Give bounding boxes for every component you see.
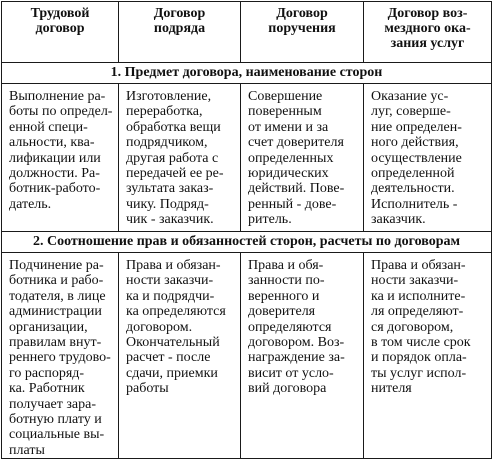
cell-text: Права и обя- занности по- веренного и доверителя определяются договором. Воз- награждение за- висит от усло- вий договора: [248, 258, 345, 397]
table-row: [2, 84, 492, 232]
cell-text: Изготовление, переработка, обработка вещи подрядчиком, другая работа с передачей ее ре- зультата заказ- чику. Подряд- чик - заказчик.: [126, 89, 224, 228]
cell-text: Выполнение ра- боты по определ- енной специ- альности, ква- лификации или должности. Ра- ботник-работо- датель.: [9, 89, 113, 212]
header-cell-services-contract: [364, 2, 492, 63]
header-label: Договор поручения: [268, 6, 336, 36]
table-cell: [119, 253, 241, 459]
header-cell-work-contract: [119, 2, 241, 63]
section-title: 2. Соотношение прав и обязанностей сторон, расчеты по договорам: [2, 232, 492, 253]
cell-text: Оказание ус- луг, соверше- ние определен- ного действия, осуществление определенной деятельности. Исполнитель - заказчик.: [371, 89, 462, 228]
table-cell: [364, 253, 492, 459]
section-title: 1. Предмет договора, наименование сторон: [2, 63, 492, 84]
cell-text: Совершение поверенным от имени и за счет доверителя определенных юридических действий. Пове- ренный - дове- ритель.: [248, 89, 345, 228]
section-title-row: [2, 232, 492, 253]
header-label: Договор подряда: [153, 6, 206, 36]
table-cell: [241, 253, 364, 459]
header-label: Трудовой договор: [30, 6, 90, 36]
contracts-comparison-table: [1, 1, 492, 459]
header-cell-agency-contract: [241, 2, 364, 63]
table-cell: [119, 84, 241, 232]
table-cell: [2, 253, 119, 459]
cell-text: Подчинение ра- ботника и рабо- тодателя, в лице администрации организации, правилам внут- реннего трудово- го распоряд- ка. Работник получает зара- ботную плату и социальные вы- платы: [9, 258, 111, 458]
table-cell: [241, 84, 364, 232]
table-row: [2, 253, 492, 459]
table-header-row: [2, 2, 492, 63]
cell-text: Права и обязан- ности заказчи- ка и подрядчи- ка определяются договором. Окончательный расчет - после сдачи, приемки работы: [126, 258, 226, 397]
table-cell: [2, 84, 119, 232]
table-cell: [364, 84, 492, 232]
header-label: Договор воз- мездного ока- зания услуг: [384, 6, 471, 51]
cell-text: Права и обязан- ности заказчи- ка и исполните- ля определяют- ся договором, в том числе срок и порядок опла- ты услуг испол- нителя: [371, 258, 471, 397]
header-cell-labor-contract: [2, 2, 119, 63]
section-title-row: [2, 63, 492, 84]
